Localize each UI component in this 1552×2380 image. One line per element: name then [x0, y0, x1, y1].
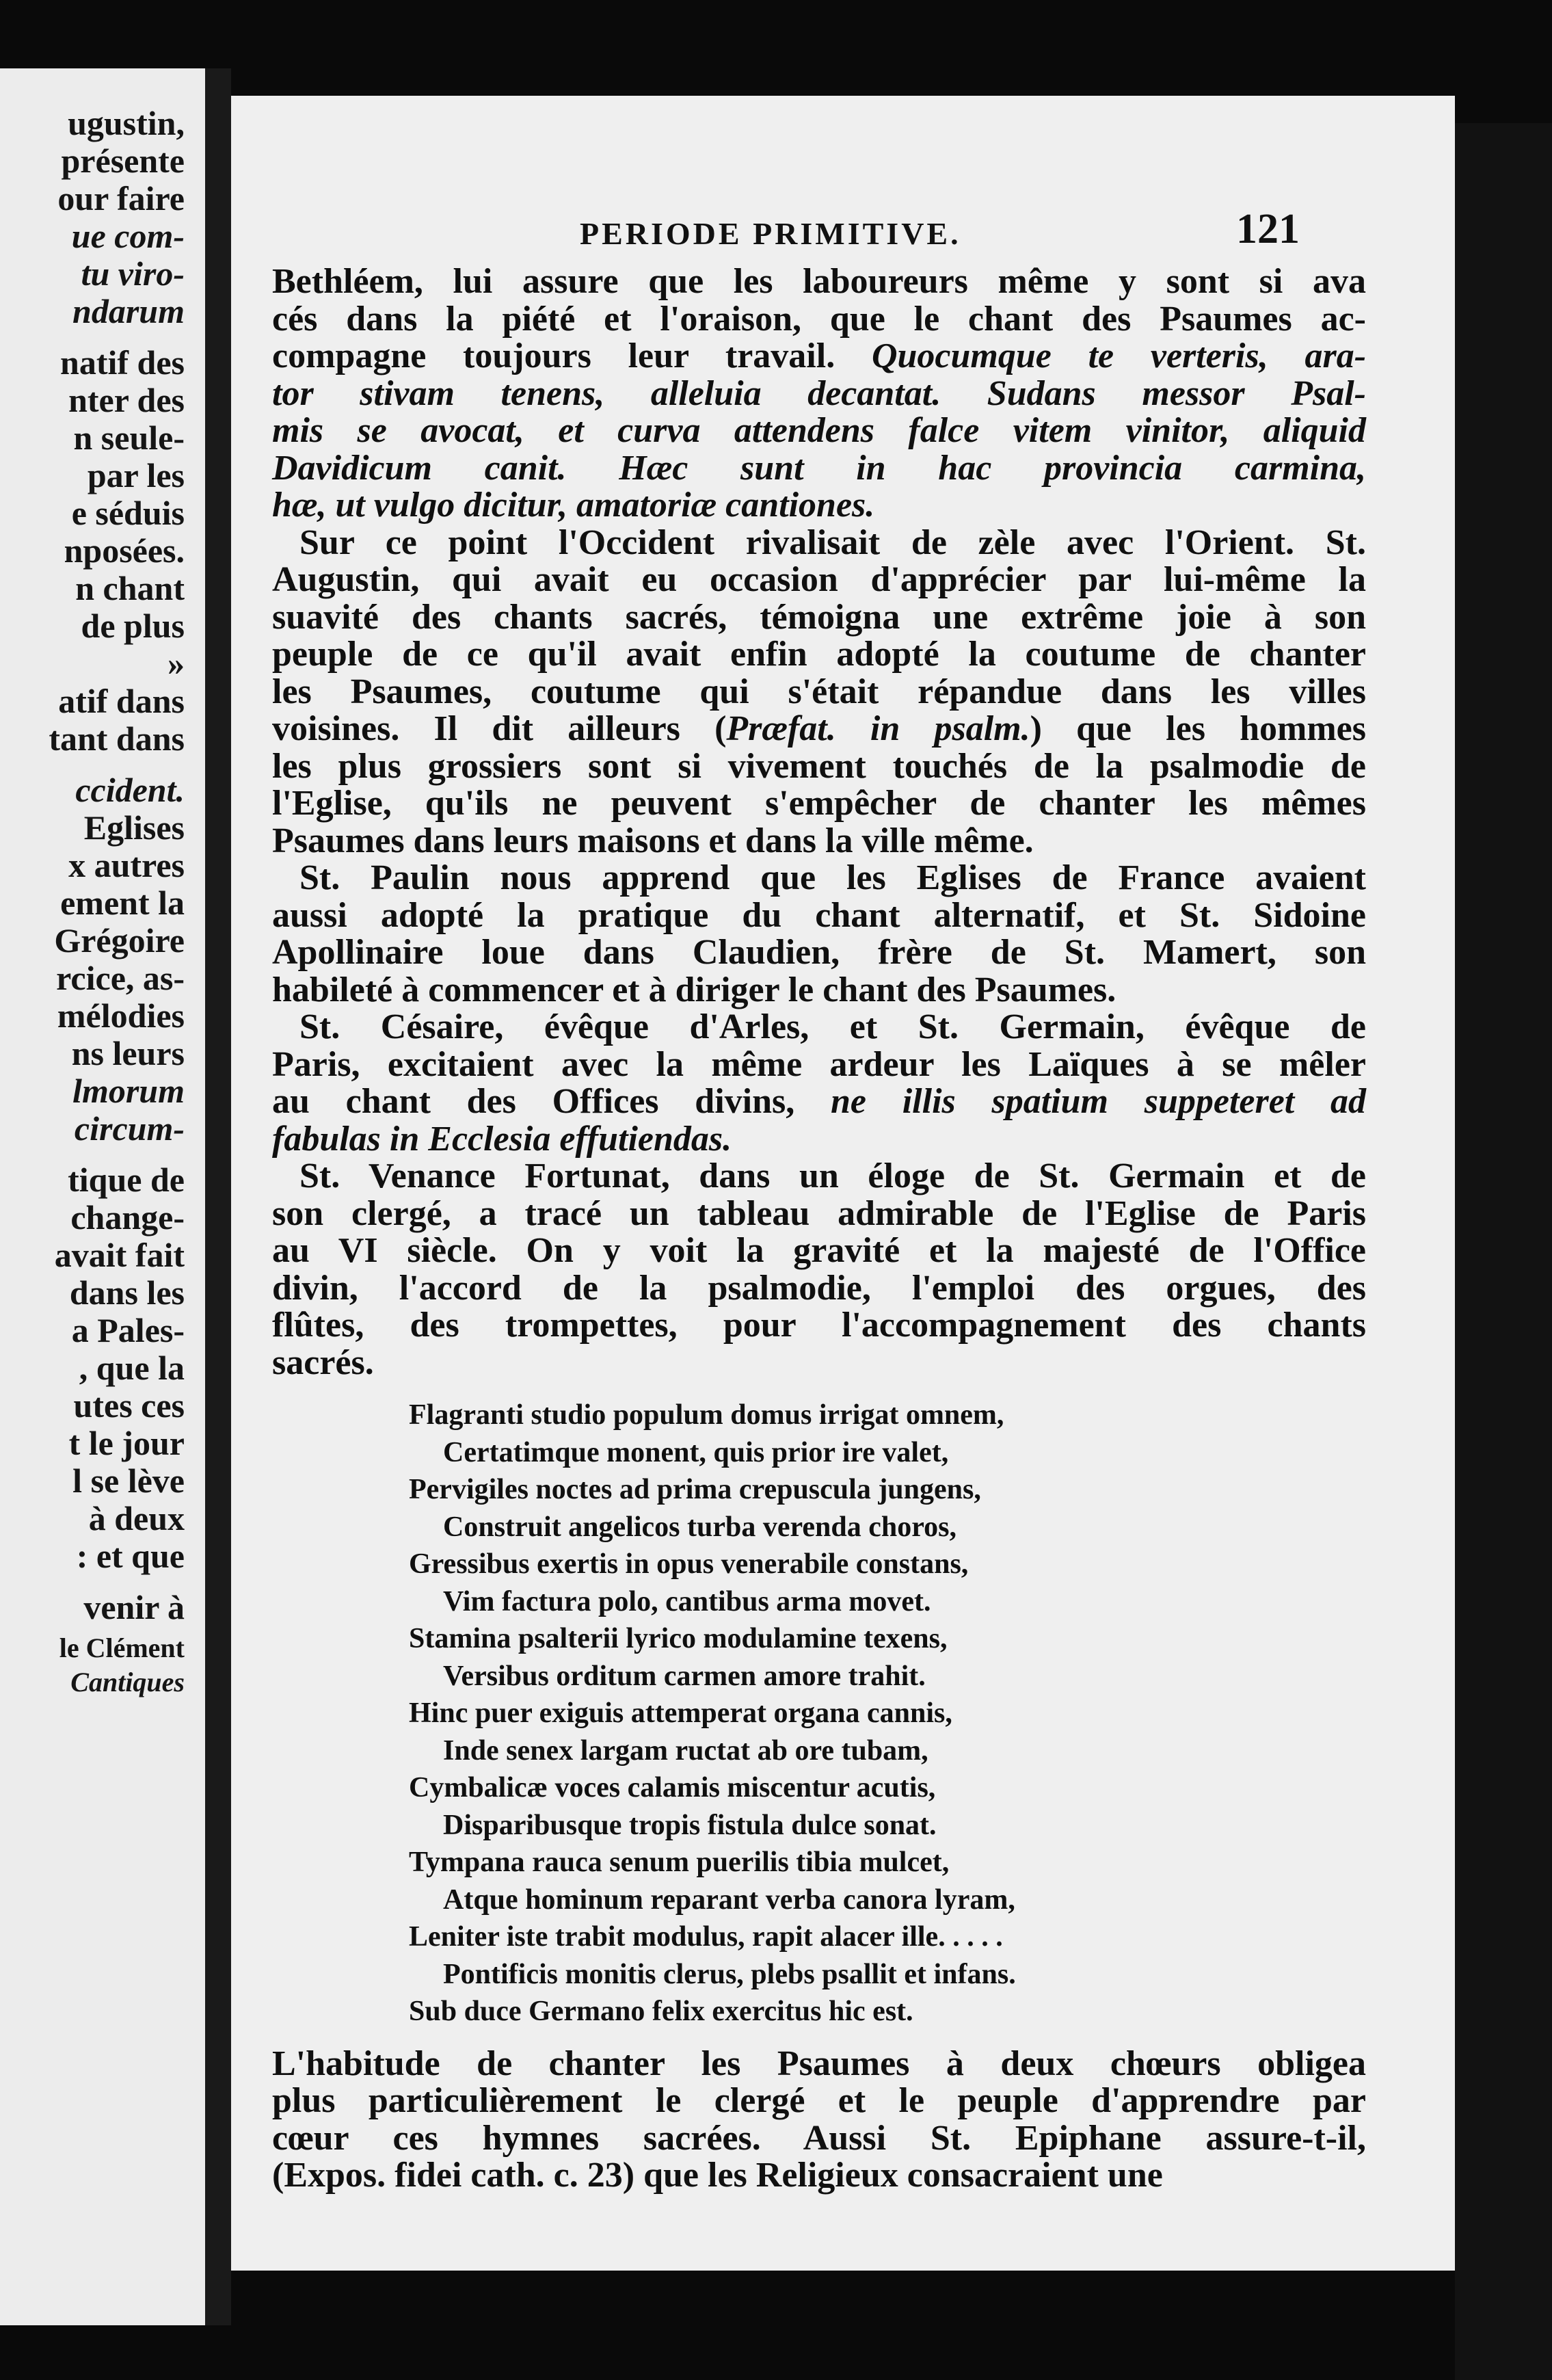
- poem-line: Atque hominum reparant verba canora lyram,: [443, 1883, 1015, 1916]
- poem-line: Disparibusque tropis fistula dulce sonat.: [443, 1809, 937, 1841]
- text-line: [272, 1121, 1366, 1159]
- left-page-line: tique de: [68, 1161, 185, 1199]
- text-line: [272, 1307, 1366, 1345]
- italic-text: fabulas in Ecclesia effutiendas.: [272, 1119, 732, 1159]
- text-line: [272, 934, 1366, 972]
- left-page-line: »: [168, 644, 185, 683]
- text-span: sacrés.: [272, 1343, 374, 1382]
- paragraph: [272, 1009, 1366, 1158]
- text-span: au VI siècle. On y voit la gravité et la majesté de l'Office: [272, 1231, 1366, 1270]
- poem-line: Gressibus exertis in opus venerabile constans,: [409, 1548, 969, 1580]
- left-page-line: utes ces: [73, 1386, 185, 1425]
- text-span: Psaumes dans leurs maisons et dans la ville même.: [272, 821, 1034, 860]
- left-page-line: de plus: [81, 607, 185, 645]
- text-line: [272, 897, 1366, 935]
- left-page-line: tant dans: [49, 719, 185, 758]
- left-page-line: , que la: [79, 1349, 185, 1387]
- left-page-line: Cantiques: [70, 1667, 185, 1697]
- paragraph: [272, 525, 1366, 860]
- paragraph: [272, 860, 1366, 1009]
- text-span: Augustin, qui avait eu occasion d'apprécier par lui-même la: [272, 560, 1366, 599]
- text-span: les plus grossiers sont si vivement touchés de la psalmodie de: [272, 746, 1366, 786]
- left-page-line: x autres: [68, 846, 185, 884]
- running-title: PERIODE PRIMITIVE.: [580, 216, 961, 251]
- left-page-line: présente: [61, 142, 185, 180]
- text-line: [272, 1232, 1366, 1270]
- poem-line: Sub duce Germano felix exercitus hic est.: [409, 1996, 913, 2027]
- text-line: [272, 450, 1366, 488]
- text-span: peuple de ce qu'il avait enfin adopté la coutume de chanter: [272, 635, 1366, 674]
- left-page-line: t le jour: [68, 1424, 185, 1462]
- left-page-line: nposées.: [64, 531, 185, 570]
- left-page-fragment: [0, 68, 205, 2325]
- left-page-line: Eglises: [83, 808, 185, 847]
- text-line: [272, 338, 1366, 375]
- left-page-line: venir à: [83, 1588, 185, 1626]
- left-page-line: : et que: [76, 1537, 185, 1575]
- main-page: [231, 96, 1455, 2271]
- text-span: flûtes, des trompettes, pour l'accompagnement des chants: [272, 1306, 1366, 1345]
- text-span: aussi adopté la pratique du chant alternatif, et St. Sidoine: [272, 895, 1366, 935]
- italic-text: tor stivam tenens, alleluia decantat. Sudans messor Psal-: [272, 373, 1366, 413]
- text-line: [272, 487, 1366, 525]
- left-page-line: rcice, as-: [56, 959, 185, 997]
- text-span: son clergé, a tracé un tableau admirable de l'Eglise de Paris: [272, 1193, 1366, 1233]
- text-span: habileté à commencer et à diriger le chant des Psaumes.: [272, 970, 1116, 1009]
- poem-line: Hinc puer exiguis attemperat organa cannis,: [409, 1697, 952, 1729]
- text-line: [272, 301, 1366, 339]
- text-line: [272, 1345, 1366, 1382]
- text-span: compagne toujours leur travail.: [272, 336, 872, 375]
- text-span: plus particulièrement le clergé et le peuple d'apprendre par: [272, 2081, 1366, 2120]
- text-line: [272, 412, 1366, 450]
- left-page-line: ns leurs: [71, 1034, 185, 1072]
- poem-line: Versibus orditum carmen amore trahit.: [443, 1660, 926, 1692]
- left-page-line: ndarum: [72, 292, 185, 330]
- left-page-line: nter des: [68, 381, 185, 419]
- italic-text: ne illis spatium suppeteret ad: [830, 1082, 1366, 1121]
- text-span: Sur ce point l'Occident rivalisait de zèle avec l'Orient. St.: [299, 523, 1366, 562]
- text-span: St. Venance Fortunat, dans un éloge de St. Germain et de: [299, 1156, 1366, 1195]
- body-text: [272, 263, 1366, 2195]
- italic-text: Davidicum canit. Hæc sunt in hac provincia carmina,: [272, 448, 1366, 488]
- left-page-line: ement la: [60, 884, 185, 922]
- text-line: [272, 711, 1366, 748]
- text-line: [272, 2082, 1366, 2120]
- text-line: [272, 2157, 1366, 2195]
- left-page-line: mélodies: [57, 996, 185, 1035]
- poem-line: Pervigiles noctes ad prima crepuscula jungens,: [409, 1474, 981, 1505]
- poem-line: Construit angelicos turba verenda choros,: [443, 1511, 956, 1543]
- text-line: [272, 674, 1366, 711]
- text-span: divin, l'accord de la psalmodie, l'emploi des orgues, des: [272, 1268, 1366, 1308]
- text-span: L'habitude de chanter les Psaumes à deux chœurs obligea: [272, 2044, 1366, 2083]
- poem-line: Cymbalicæ voces calamis miscentur acutis,: [409, 1772, 936, 1803]
- text-span: voisines. Il dit ailleurs (: [272, 709, 727, 748]
- left-page-line: Grégoire: [54, 921, 185, 960]
- text-line: [272, 599, 1366, 637]
- left-page-line: n seule-: [73, 419, 185, 457]
- book-edge: [1455, 123, 1552, 2380]
- text-line: [272, 2120, 1366, 2158]
- paragraph: [272, 263, 1366, 525]
- left-page-line: change-: [70, 1198, 185, 1237]
- text-span: Bethléem, lui assure que les laboureurs même y sont si ava: [272, 262, 1366, 301]
- text-line: [272, 860, 1366, 897]
- text-line: [272, 525, 1366, 562]
- text-line: [272, 748, 1366, 786]
- italic-text: Præfat. in psalm.: [726, 709, 1030, 748]
- text-line: [272, 1009, 1366, 1046]
- poem-line: Certatimque monent, quis prior ire valet,: [443, 1436, 949, 1468]
- poem-line: Leniter iste trabit modulus, rapit alacer ille. . . . .: [409, 1921, 1003, 1953]
- left-page-line: our faire: [57, 179, 185, 217]
- left-page-line: dans les: [69, 1273, 185, 1312]
- left-page-line: e séduis: [71, 494, 185, 532]
- italic-text: hæ, ut vulgo dicitur, amatoriæ cantiones.: [272, 486, 875, 525]
- text-span: cés dans la piété et l'oraison, que le chant des Psaumes ac-: [272, 299, 1366, 339]
- page-number: 121: [1236, 206, 1300, 252]
- poem-line: Stamina psalterii lyrico modulamine texens,: [409, 1623, 948, 1654]
- poem-line: Inde senex largam ructat ab ore tubam,: [443, 1734, 928, 1767]
- text-span: suavité des chants sacrés, témoigna une extrême joie à son: [272, 597, 1366, 637]
- paragraph: [272, 1158, 1366, 1381]
- left-page-line: par les: [87, 456, 185, 494]
- poem-line: Vim factura polo, cantibus arma movet.: [443, 1585, 931, 1617]
- text-line: [272, 972, 1366, 1009]
- text-span: ) que les hommes: [1030, 709, 1366, 748]
- text-span: Paris, excitaient avec la même ardeur les Laïques à se mêler: [272, 1044, 1366, 1084]
- left-page-line: lmorum: [72, 1072, 185, 1110]
- text-line: [272, 636, 1366, 674]
- left-page-line: à deux: [88, 1499, 185, 1537]
- text-line: [272, 561, 1366, 599]
- poem-line: Flagranti studio populum domus irrigat omnem,: [409, 1399, 1004, 1431]
- left-page-line: circum-: [74, 1109, 185, 1148]
- paragraph: [272, 2046, 1366, 2195]
- left-page-line: n chant: [75, 569, 185, 607]
- text-span: St. Paulin nous apprend que les Eglises de France avaient: [299, 858, 1366, 897]
- left-page-line: avait fait: [54, 1236, 185, 1274]
- text-line: [272, 1270, 1366, 1308]
- left-page-line: a Pales-: [71, 1311, 185, 1349]
- text-line: [272, 785, 1366, 823]
- text-span: (Expos. fidei cath. c. 23) que les Religieux consacraient une: [272, 2156, 1163, 2195]
- left-page-line: ue com-: [71, 217, 185, 255]
- text-line: [272, 1083, 1366, 1121]
- text-span: cœur ces hymnes sacrées. Aussi St. Epiphane assure-t-il,: [272, 2118, 1366, 2158]
- left-page-line: atif dans: [58, 682, 185, 720]
- italic-text: Quocumque te verteris, ara-: [871, 336, 1367, 375]
- text-line: [272, 2046, 1366, 2083]
- left-page-line: le Clément: [59, 1632, 185, 1663]
- left-page-line: natif des: [60, 343, 185, 382]
- text-line: [272, 375, 1366, 413]
- text-span: Apollinaire loue dans Claudien, frère de St. Mamert, son: [272, 933, 1366, 972]
- text-line: [272, 1158, 1366, 1195]
- text-span: l'Eglise, qu'ils ne peuvent s'empêcher de chanter les mêmes: [272, 784, 1366, 823]
- left-page-line: tu viro-: [81, 254, 185, 293]
- left-page-line: ccident.: [75, 771, 185, 809]
- poem-line: Pontificis monitis clerus, plebs psallit et infans.: [443, 1958, 1016, 1990]
- text-span: les Psaumes, coutume qui s'était répandue dans les villes: [272, 672, 1366, 711]
- book-gutter: [205, 68, 231, 2325]
- latin-poem: [272, 1397, 1366, 2031]
- text-line: [272, 263, 1366, 301]
- text-line: [272, 1195, 1366, 1233]
- italic-text: mis se avocat, et curva attendens falce vitem vinitor, aliquid: [272, 411, 1366, 450]
- text-line: [272, 823, 1366, 860]
- left-page-line: l se lève: [72, 1462, 185, 1500]
- text-span: au chant des Offices divins,: [272, 1082, 831, 1121]
- text-line: [272, 1046, 1366, 1084]
- poem-line: Tympana rauca senum puerilis tibia mulcet,: [409, 1847, 950, 1878]
- left-page-line: ugustin,: [68, 104, 185, 142]
- text-span: St. Césaire, évêque d'Arles, et St. Germain, évêque de: [299, 1007, 1366, 1046]
